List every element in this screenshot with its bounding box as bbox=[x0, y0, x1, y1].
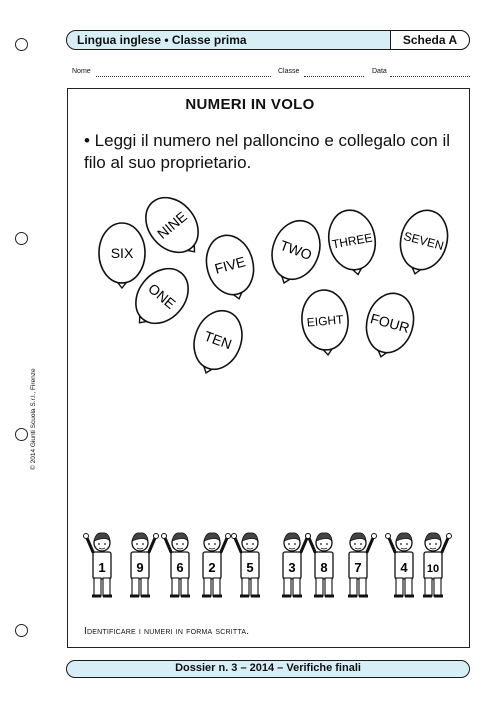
balloon-label: FIVE bbox=[212, 253, 248, 277]
child-number: 8 bbox=[320, 560, 328, 575]
child-number: 4 bbox=[400, 560, 408, 575]
balloon[interactable] bbox=[262, 214, 327, 291]
class-label: Classe bbox=[278, 68, 300, 75]
child-figure[interactable] bbox=[84, 533, 113, 596]
child-number: 3 bbox=[288, 560, 296, 575]
caption-text: Identificare i numeri in forma scritta. bbox=[84, 626, 250, 637]
child-number: 5 bbox=[246, 560, 254, 575]
child-number: 7 bbox=[354, 560, 362, 575]
child-number: 6 bbox=[176, 560, 184, 575]
balloon-label: FOUR bbox=[368, 310, 412, 336]
children-group bbox=[84, 533, 452, 596]
child-number: 10 bbox=[426, 563, 440, 575]
date-label: Data bbox=[372, 68, 387, 75]
child-figure[interactable] bbox=[306, 533, 335, 596]
name-label: Nome bbox=[72, 68, 91, 75]
balloon[interactable] bbox=[99, 223, 145, 288]
balloon-label: NINE bbox=[154, 208, 190, 242]
balloon-label: ONE bbox=[145, 280, 179, 312]
child-figure[interactable] bbox=[162, 533, 191, 596]
balloon[interactable] bbox=[184, 304, 249, 381]
balloon-label: SEVEN bbox=[402, 228, 446, 253]
balloon[interactable] bbox=[135, 187, 212, 266]
balloon[interactable] bbox=[393, 205, 454, 280]
child-figure[interactable] bbox=[202, 533, 231, 596]
balloon-label: TEN bbox=[202, 327, 234, 353]
child-figure[interactable] bbox=[232, 533, 261, 596]
child-number: 2 bbox=[208, 560, 216, 575]
child-number: 1 bbox=[98, 560, 106, 575]
balloon[interactable] bbox=[299, 288, 350, 357]
page-title: NUMERI IN VOLO bbox=[185, 96, 315, 113]
subject-label: Lingua inglese • Classe prima bbox=[77, 33, 247, 47]
balloon[interactable] bbox=[200, 230, 261, 305]
balloon[interactable] bbox=[359, 288, 420, 363]
balloon-label: TWO bbox=[277, 236, 315, 264]
balloon-label: EIGHT bbox=[306, 312, 344, 330]
copyright-text: © 2014 Giunti Scuola S.r.l., Firenze bbox=[30, 368, 37, 470]
instruction-text: • Leggi il numero nel palloncino e collegalo con il filo al suo proprietario. bbox=[84, 131, 451, 172]
sheet-label: Scheda A bbox=[390, 30, 470, 50]
child-figure[interactable] bbox=[386, 533, 415, 596]
child-figure[interactable] bbox=[282, 533, 311, 596]
child-figure[interactable] bbox=[423, 533, 452, 596]
balloons-group bbox=[99, 187, 454, 381]
balloon[interactable] bbox=[324, 206, 381, 278]
child-number: 9 bbox=[136, 560, 144, 575]
footer-bar: Dossier n. 3 – 2014 – Verifiche finali bbox=[66, 660, 470, 678]
balloon-label: THREE bbox=[330, 230, 374, 252]
child-figure[interactable] bbox=[130, 533, 159, 596]
balloon-label: SIX bbox=[110, 245, 134, 261]
child-figure[interactable] bbox=[348, 533, 377, 596]
